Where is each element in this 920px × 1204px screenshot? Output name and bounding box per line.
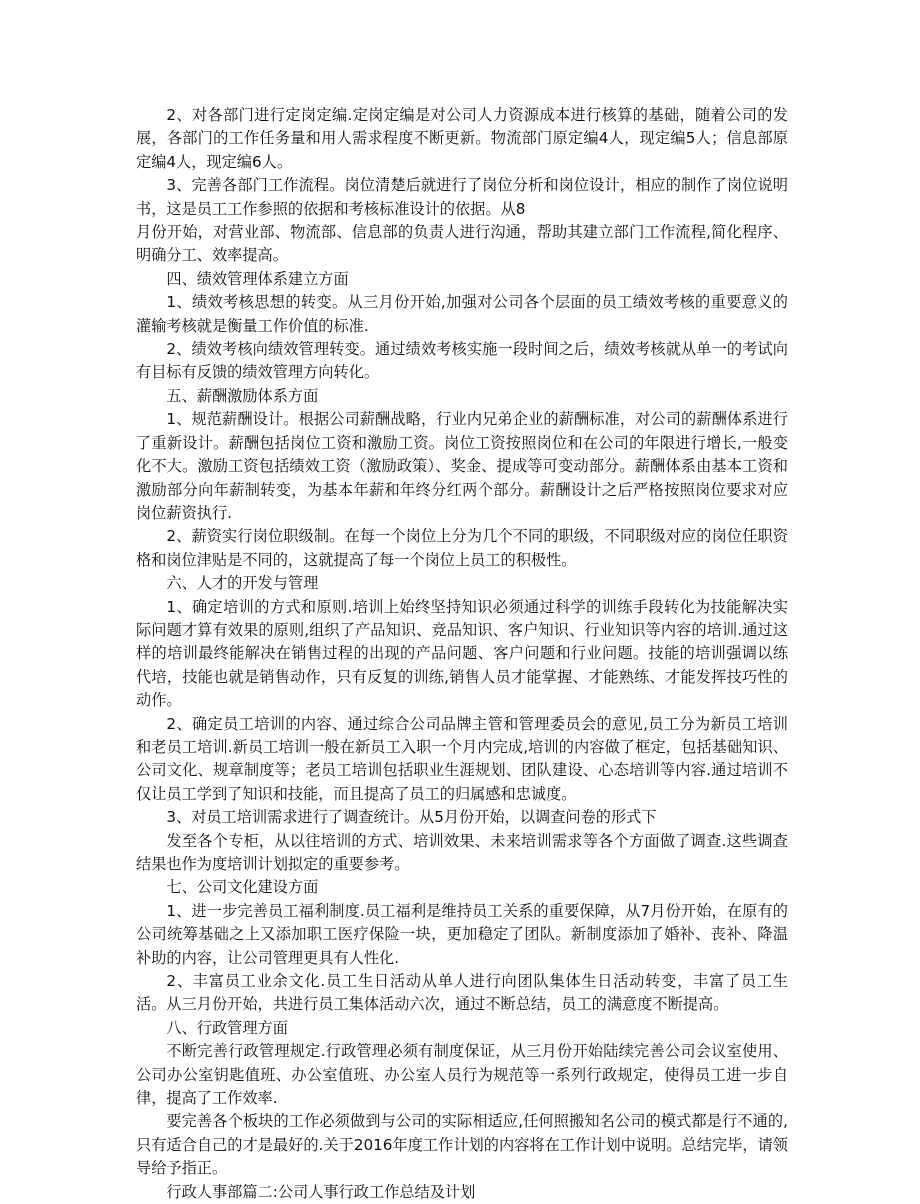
paragraph-welfare: 1、进一步完善员工福利制度.员工福利是维持员工关系的重要保障，从7月份开始，在原有的公司统筹基础之上又添加职工医疗保险一块，更加稳定了团队。新制度添加了婚补、丧补、降温补助的内容，让公司管理更具有人性化. <box>136 901 788 967</box>
paragraph-workflow: 3、完善各部门工作流程。岗位清楚后就进行了岗位分析和岗位设计，相应的制作了岗位说明书，这是员工工作参照的依据和考核标准设计的依据。从8 <box>136 176 788 218</box>
section-heading-performance: 四、绩效管理体系建立方面 <box>166 269 349 288</box>
section-heading-administration: 八、行政管理方面 <box>166 1018 288 1037</box>
paragraph-training-content: 2、确定员工培训的内容、通过综合公司品牌主管和管理委员会的意见,员工分为新员工培训和老员工培训.新员工培训一般在新员工入职一个月内完成,培训的内容做了框定，包括基础知识、公司文化、规章制度等；老员工培训包括职业生涯规划、团队建设、心态培训等内容.通过培训不仅让员工学到了知识和技能，而且提高了员工的归属感和忠诚度。 <box>136 714 788 803</box>
document-page <box>136 104 788 1204</box>
paragraph-training-survey-continued: 发至各个专柜，从以往培训的方式、培训效果、未来培训需求等各个方面做了调查.这些调查结果也作为度培训计划拟定的重要参考。 <box>136 831 788 873</box>
paragraph-department-staffing: 2、对各部门进行定岗定编.定岗定编是对公司人力资源成本进行核算的基础，随着公司的发展，各部门的工作任务量和用人需求程度不断更新。物流部门原定编4人，现定编5人；信息部原定编4人，现定编6人。 <box>136 106 788 171</box>
section-heading-culture: 七、公司文化建设方面 <box>166 878 319 897</box>
paragraph-performance-management: 2、绩效考核向绩效管理转变。通过绩效考核实施一段时间之后，绩效考核就从单一的考试向有目标有反馈的绩效管理方向转化。 <box>136 340 788 382</box>
paragraph-training-principles: 1、确定培训的方式和原则.培训上始终坚持知识必须通过科学的训练手段转化为技能解决实际问题才算有效果的原则,组织了产品知识、竞品知识、客户知识、行业知识等内容的培训.通过这样的培训最终能解决在销售过程的出现的产品问题、客户问题和行业问题。技能的培训强调以练代培，技能也就是销售动作，只有反复的训练,销售人员才能掌握、才能熟练、才能发挥技巧性的动作。 <box>136 597 788 710</box>
paragraph-performance-mindset: 1、绩效考核思想的转变。从三月份开始,加强对公司各个层面的员工绩效考核的重要意义的灌输考核就是衡量工作价值的标准. <box>136 293 788 335</box>
section-heading-part-two: 行政人事部篇二:公司人事行政工作总结及计划 <box>166 1182 476 1201</box>
paragraph-conclusion: 要完善各个板块的工作必须做到与公司的实际相适应,任何照搬知名公司的模式都是行不通的,只有适合自己的才是最好的.关于2016年度工作计划的内容将在工作计划中说明。总结完毕，请领导给予指正。 <box>136 1112 788 1178</box>
paragraph-salary-levels: 2、薪资实行岗位职级制。在每一个岗位上分为几个不同的职级，不同职级对应的岗位任职资格和岗位津贴是不同的，这就提高了每一个岗位上员工的积极性。 <box>136 527 788 569</box>
section-heading-talent: 六、人才的开发与管理 <box>166 574 319 593</box>
section-heading-compensation: 五、薪酬激励体系方面 <box>166 386 319 405</box>
paragraph-leisure-culture: 2、丰富员工业余文化.员工生日活动从单人进行向团队集体生日活动转变，丰富了员工生活。从三月份开始，共进行员工集体活动六次，通过不断总结，员工的满意度不断提高。 <box>136 972 788 1014</box>
paragraph-training-survey: 3、对员工培训需求进行了调查统计。从5月份开始，以调查问卷的形式下 <box>166 808 657 827</box>
paragraph-workflow-continued: 月份开始，对营业部、物流部、信息部的负责人进行沟通，帮助其建立部门工作流程,简化程序、明确分工、效率提高。 <box>136 223 788 265</box>
paragraph-administration-rules: 不断完善行政管理规定.行政管理必须有制度保证，从三月份开始陆续完善公司会议室使用、公司办公室钥匙值班、办公室值班、办公室人员行为规范等一系列行政规定，使得员工进一步自律，提高了工作效率. <box>136 1042 788 1108</box>
paragraph-salary-design: 1、规范薪酬设计。根据公司薪酬战略，行业内兄弟企业的薪酬标准，对公司的薪酬体系进行了重新设计。薪酬包括岗位工资和激励工资。岗位工资按照岗位和在公司的年限进行增长,一般变化不大。激励工资包括绩效工资（激励政策）、奖金、提成等可变动部分。薪酬体系由基本工资和激励部分向年薪制转变，为基本年薪和年终分红两个部分。薪酬设计之后严格按照岗位要求对应岗位薪资执行. <box>136 410 788 522</box>
